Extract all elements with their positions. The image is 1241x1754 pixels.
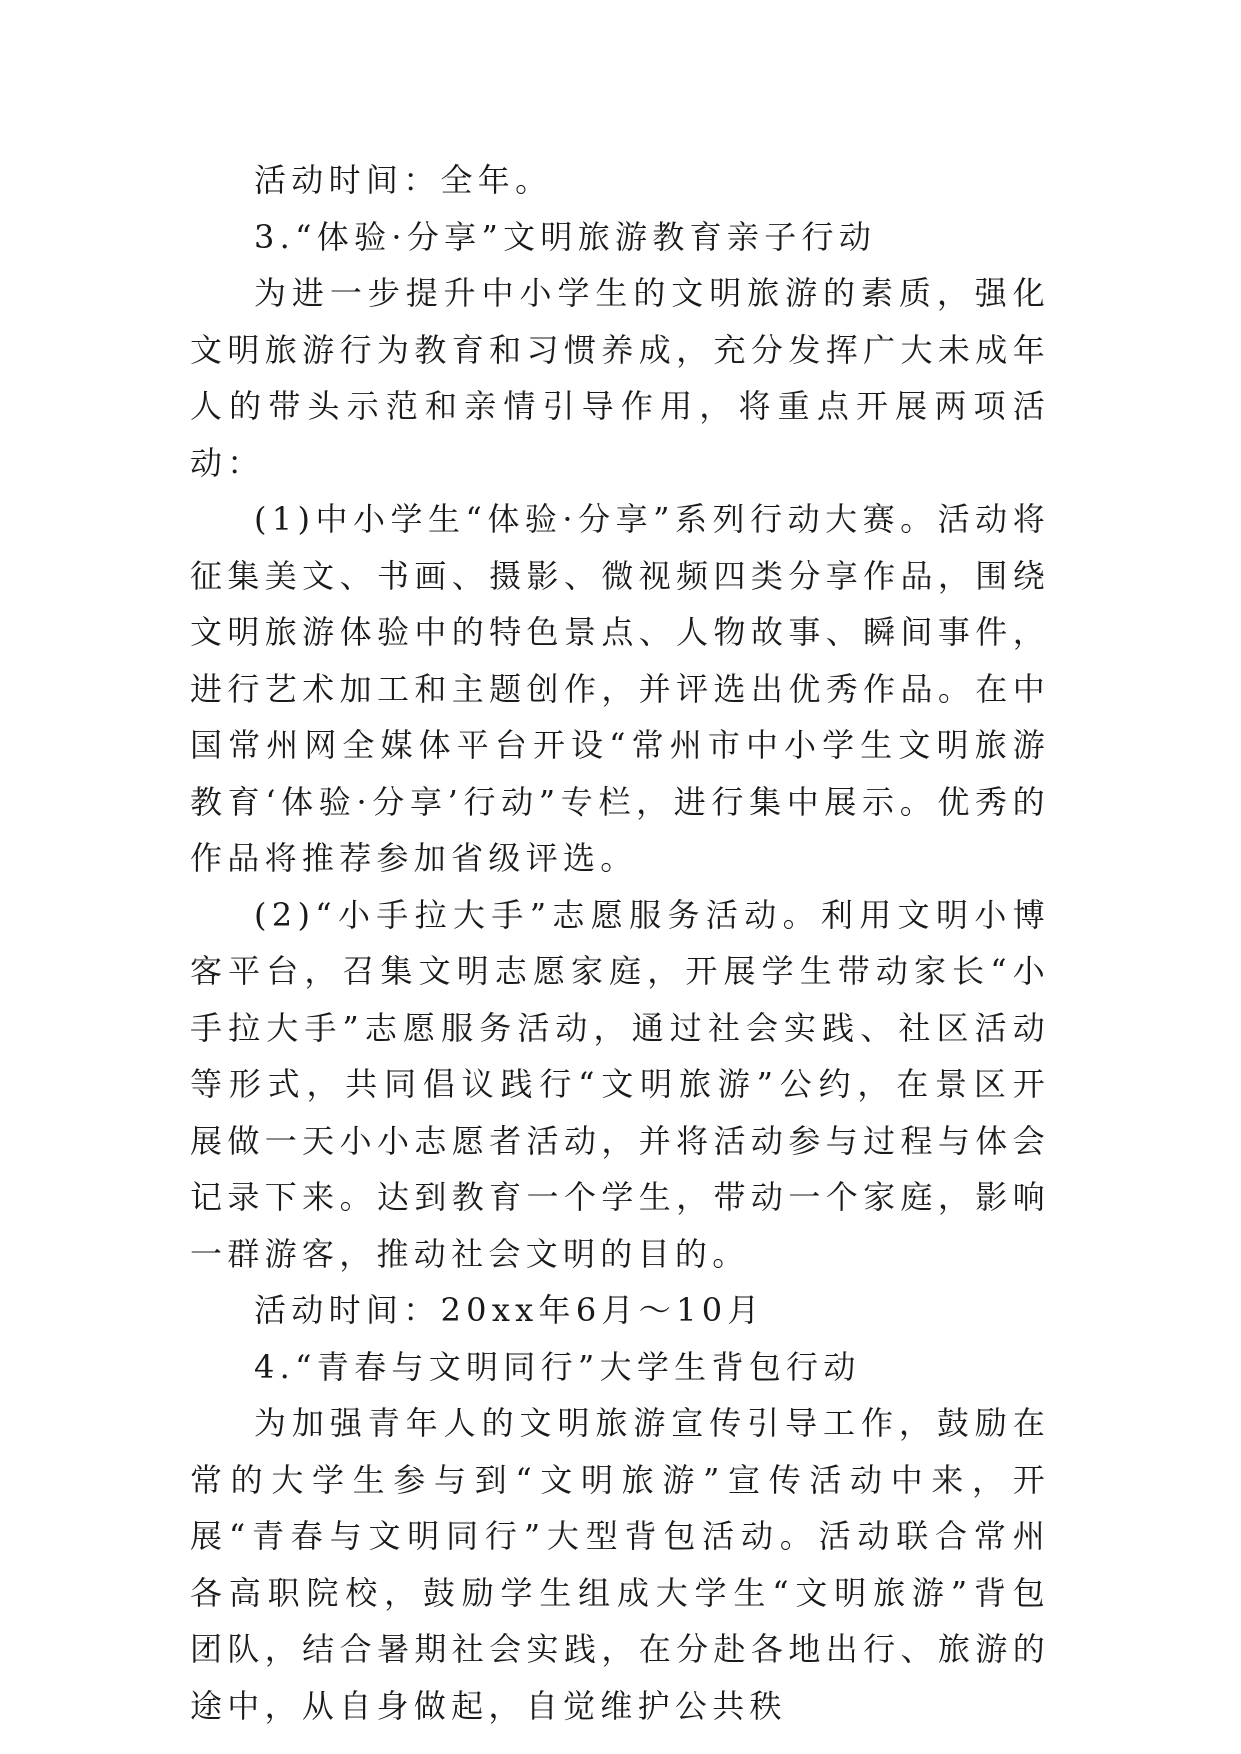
section-4-paragraph: 为加强青年人的文明旅游宣传引导工作，鼓励在常的大学生参与到“文明旅游”宣传活动中来，开展“青春与文明同行”大型背包活动。活动联合常州各高职院校，鼓励学生组成大学生“文明旅游”背包团队，结合暑期社会实践，在分赴各地出行、旅游的途中，从自身做起，自觉维护公共秩 xyxy=(190,1404,1050,1725)
section-3-intro-paragraph: 为进一步提升中小学生的文明旅游的素质，强化文明旅游行为教育和习惯养成，充分发挥广大未成年人的带头示范和亲情引导作用，将重点开展两项活动： xyxy=(190,274,1050,482)
activity-2-paragraph: (2)“小手拉大手”志愿服务活动。利用文明小博客平台，召集文明志愿家庭，开展学生带动家长“小手拉大手”志愿服务活动，通过社会实践、社区活动等形式，共同倡议践行“文明旅游”公约，在景区开展做一天小小志愿者活动，并将活动参与过程与体会记录下来。达到教育一个学生，带动一个家庭，影响一群游客，推动社会文明的目的。 xyxy=(190,895,1050,1273)
section-heading-4: 4.“青春与文明同行”大学生背包行动 xyxy=(254,1347,861,1386)
section-heading-3: 3.“体验·分享”文明旅游教育亲子行动 xyxy=(254,217,877,256)
activity-time-june-october: 活动时间：20xx年6月～10月 xyxy=(254,1291,765,1329)
activity-1-paragraph: (1)中小学生“体验·分享”系列行动大赛。活动将征集美文、书画、摄影、微视频四类分享作品，围绕文明旅游体验中的特色景点、人物故事、瞬间事件，进行艺术加工和主题创作，并评选出优秀作品。在中国常州网全媒体平台开设“常州市中小学生文明旅游教育‘体验·分享’行动”专栏，进行集中展示。优秀的作品将推荐参加省级评选。 xyxy=(190,500,1050,877)
activity-time-full-year: 活动时间：全年。 xyxy=(254,161,553,199)
document-body xyxy=(190,152,1050,1734)
